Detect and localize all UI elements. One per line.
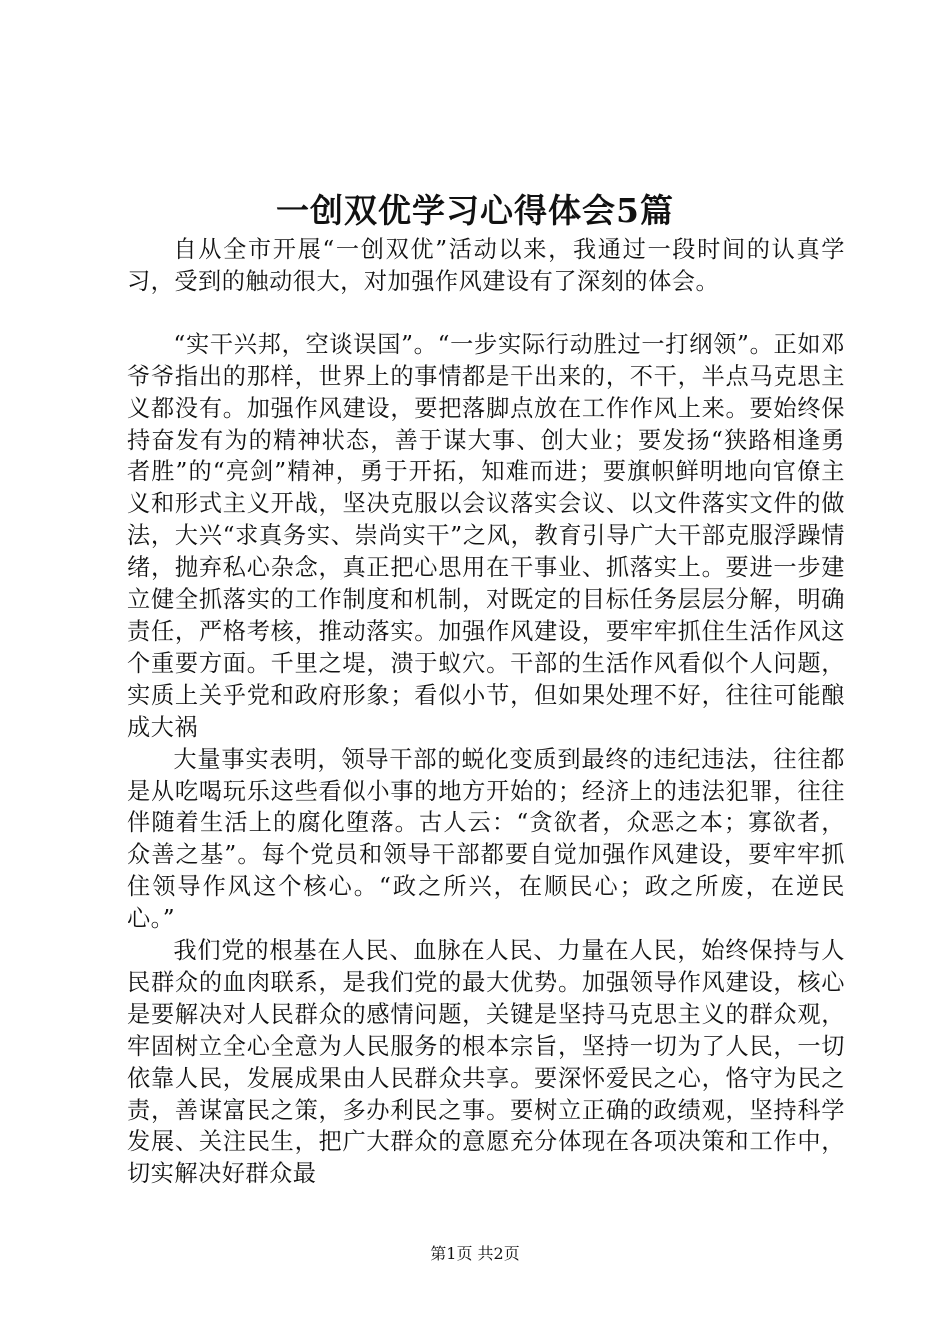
page-number-footer: 第1页 共2页 [430, 1244, 520, 1263]
paragraph-people: 我们党的根基在人民、血脉在人民、力量在人民，始终保持与人民群众的血肉联系，是我们党的最大优势。加强领导作风建设，核心是要解决对人民群众的感情问题，关键是坚持马克思主义的群众观，牢固树立全心全意为人民服务的根本宗旨，坚持一切为了人民，一切依靠人民，发展成果由人民群众共享。要深怀爱民之心，恪守为民之责，善谋富民之策，多办利民之事。要树立正确的政绩观，坚持科学发展、关注民生，把广大群众的意愿充分体现在各项决策和工作中，切实解决好群众最 [127, 937, 845, 1188]
document-body [127, 234, 845, 1190]
paragraph-intro: 自从全市开展“一创双优”活动以来，我通过一段时间的认真学习，受到的触动很大，对加强作风建设有了深刻的体会。 [127, 236, 845, 295]
document-title: 一创双优学习心得体会5篇 [276, 191, 674, 230]
paragraph-facts: 大量事实表明，领导干部的蜕化变质到最终的违纪违法，往往都是从吃喝玩乐这些看似小事的地方开始的；经济上的违法犯罪，往往伴随着生活上的腐化堕落。古人云：“贪欲者，众恶之本；寡欲者，众善之基”。每个党员和领导干部都要自觉加强作风建设，要牢牢抓住领导作风这个核心。“政之所兴，在顺民心；政之所废，在逆民心。” [127, 745, 845, 933]
paragraph-work-style: “实干兴邦，空谈误国”。“一步实际行动胜过一打纲领”。正如邓爷爷指出的那样，世界上的事情都是干出来的，不干，半点马克思主义都没有。加强作风建设，要把落脚点放在工作作风上来。要始终保持奋发有为的精神状态，善于谋大事、创大业；要发扬“狭路相逢勇者胜”的“亮剑”精神，勇于开拓，知难而进；要旗帜鲜明地向官僚主义和形式主义开战，坚决克服以会议落实会议、以文件落实文件的做法，大兴“求真务实、崇尚实干”之风，教育引导广大干部克服浮躁情绪，抛弃私心杂念，真正把心思用在干事业、抓落实上。要进一步建立健全抓落实的工作制度和机制，对既定的目标任务层层分解，明确责任，严格考核，推动落实。加强作风建设，要牢牢抓住生活作风这个重要方面。千里之堤，溃于蚁穴。干部的生活作风看似个人问题，实质上关乎党和政府形象；看似小节，但如果处理不好，往往可能酿成大祸 [127, 330, 845, 741]
